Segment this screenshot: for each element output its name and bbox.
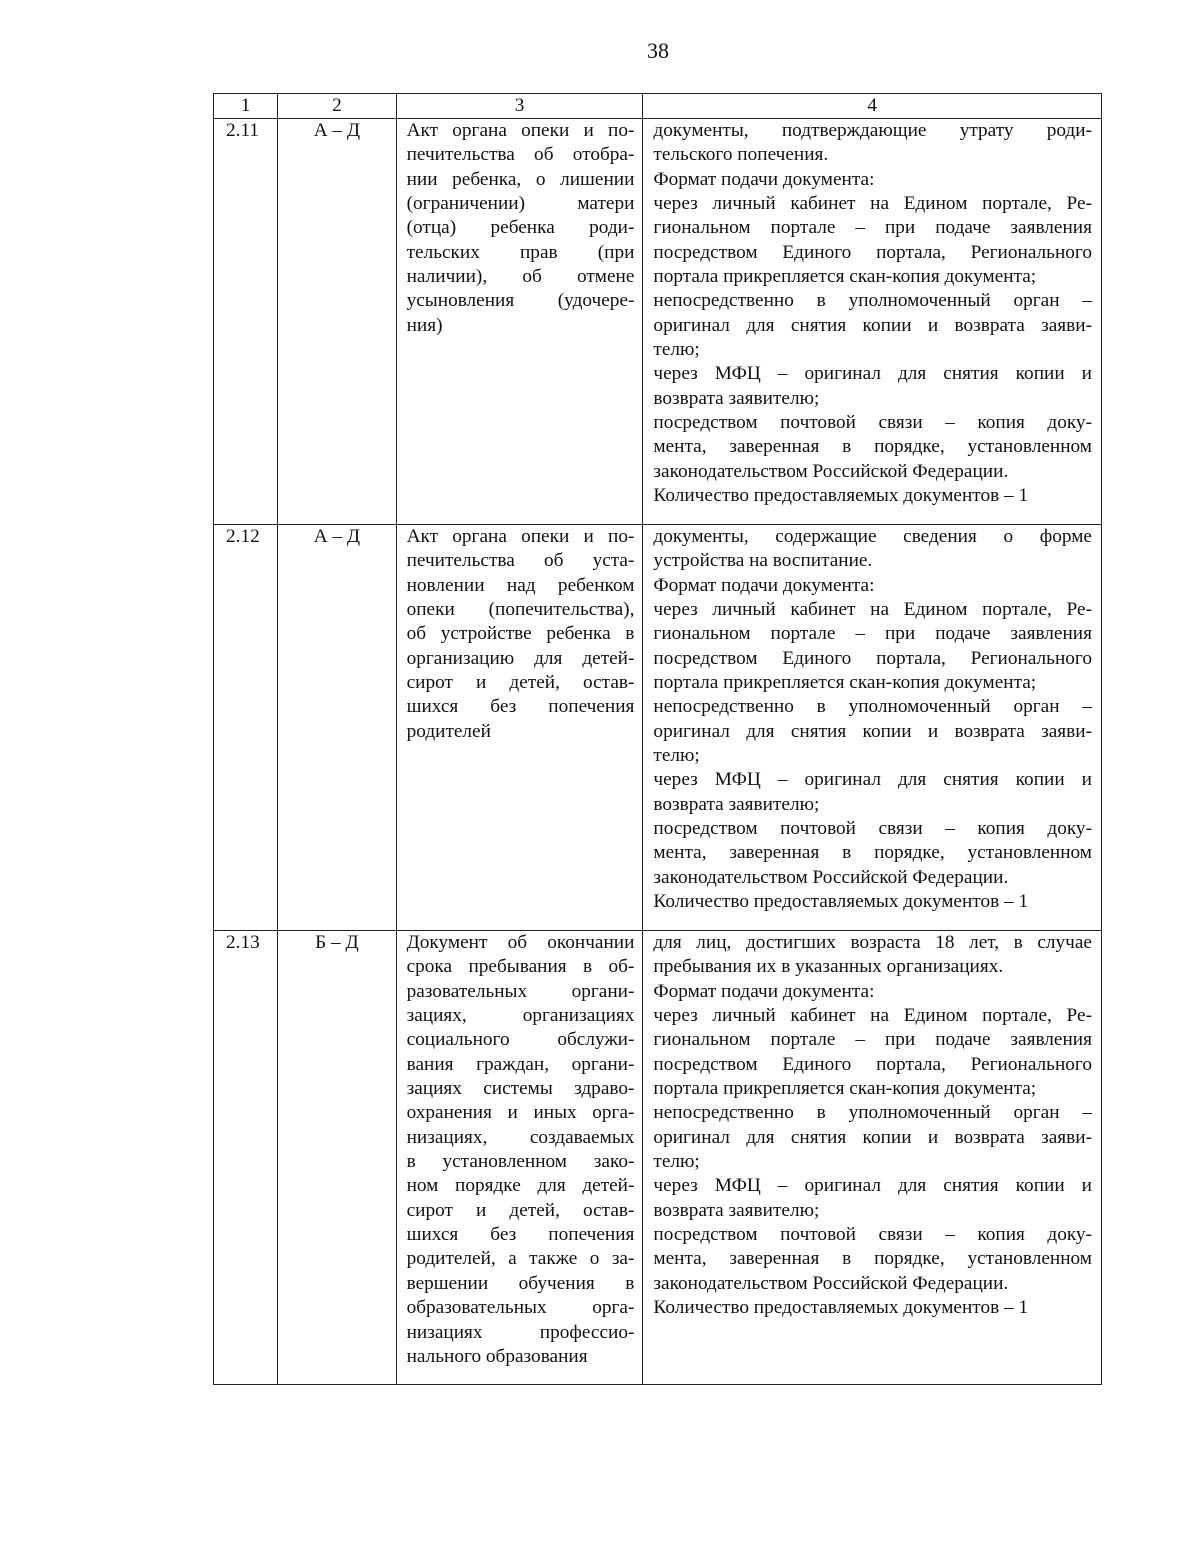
document-name-line: Документ об окончании	[406, 932, 635, 953]
submission-details-line: гиональном портале – при подаче заявления	[653, 1029, 1092, 1051]
header-col-3: 3	[396, 94, 643, 119]
document-name-line: образовательных орга-	[406, 1297, 635, 1319]
document-name-line: вершении обучения в	[406, 1272, 635, 1294]
submission-details-line: оригинал для снятия копии и возврата заяви-	[653, 720, 1092, 742]
submission-details-line: через личный кабинет на Едином портале, Ре-	[653, 599, 1092, 621]
submission-details-line: для лиц, достигших возраста 18 лет, в случае	[653, 932, 1092, 953]
submission-details-line: мента, заверенная в порядке, установленном	[653, 1248, 1092, 1270]
submission-details-line: телю;	[653, 339, 700, 361]
submission-details-line: через МФЦ – оригинал для снятия копии и	[653, 363, 1092, 385]
document-name-line: в установленном зако-	[406, 1151, 635, 1173]
document-name-line: Акт органа опеки и по-	[406, 120, 635, 141]
category-code-cell: Б – Д	[278, 931, 396, 1385]
submission-details-line: Формат подачи документа:	[653, 980, 875, 1002]
document-name-line: тельских прав (при	[406, 241, 635, 263]
submission-details-line: телю;	[653, 1151, 700, 1173]
submission-details-line: посредством почтовой связи – копия доку-	[653, 412, 1092, 434]
document-name-line: социального обслужи-	[406, 1029, 635, 1051]
submission-details-line: непосредственно в уполномоченный орган –	[653, 1102, 1092, 1124]
document-name-line: Акт органа опеки и по-	[406, 526, 635, 547]
document-name-line: наличии), об отмене	[406, 266, 635, 288]
submission-details-line: непосредственно в уполномоченный орган –	[653, 696, 1092, 718]
submission-details-line: тельского попечения.	[653, 144, 829, 166]
document-name-cell	[396, 119, 643, 525]
category-code-cell: А – Д	[278, 119, 396, 525]
documents-table	[213, 93, 1102, 1385]
document-name-line: нии ребенка, о лишении	[406, 168, 635, 190]
document-name-line: печительства об отобра-	[406, 144, 635, 166]
document-name-line: организацию для детей-	[406, 647, 635, 669]
document-name-line: сирот и детей, остав-	[406, 1199, 635, 1221]
submission-details-line: посредством Единого портала, Регионального	[653, 647, 1092, 669]
table-row	[214, 525, 1102, 931]
table-row	[214, 119, 1102, 525]
submission-details-line: возврата заявителю;	[653, 1199, 820, 1221]
document-name-line: (ограничении) матери	[406, 193, 635, 215]
submission-details-line: устройства на воспитание.	[653, 550, 873, 572]
document-name-line: низациях, создаваемых	[406, 1126, 635, 1148]
submission-details-line: Формат подачи документа:	[653, 574, 875, 596]
submission-details-line: гиональном портале – при подаче заявления	[653, 217, 1092, 239]
document-name-line: родителей	[406, 720, 491, 742]
submission-details-line: законодательством Российской Федерации.	[653, 1272, 1009, 1294]
document-name-line: усыновления (удочере-	[406, 290, 635, 312]
document-name-line: сирот и детей, остав-	[406, 672, 635, 694]
submission-details-line: посредством Единого портала, Регионального	[653, 241, 1092, 263]
document-name-line: низациях профессио-	[406, 1321, 635, 1343]
document-name-line: шихся без попечения	[406, 1224, 635, 1246]
submission-details-line: мента, заверенная в порядке, установленном	[653, 436, 1092, 458]
page-number: 38	[647, 38, 669, 63]
header-col-1: 1	[214, 94, 278, 119]
document-name-line: вания граждан, органи-	[406, 1053, 635, 1075]
document-name-line: зациях системы здраво-	[406, 1078, 635, 1100]
submission-details-line: Количество предоставляемых документов – 1	[653, 1297, 1029, 1319]
submission-details-line: посредством почтовой связи – копия доку-	[653, 818, 1092, 840]
document-name-line: разовательных органи-	[406, 980, 635, 1002]
submission-details-cell	[643, 525, 1102, 931]
header-col-4: 4	[643, 94, 1102, 119]
table-header-row	[214, 94, 1102, 119]
submission-details-line: через МФЦ – оригинал для снятия копии и	[653, 1175, 1092, 1197]
document-name-cell	[396, 525, 643, 931]
document-name-line: новлении над ребенком	[406, 574, 635, 596]
row-number-cell: 2.11	[214, 119, 278, 525]
document-name-line: шихся без попечения	[406, 696, 635, 718]
category-code-cell: А – Д	[278, 525, 396, 931]
submission-details-line: через МФЦ – оригинал для снятия копии и	[653, 769, 1092, 791]
submission-details-line: Формат подачи документа:	[653, 168, 875, 190]
submission-details-line: Количество предоставляемых документов – 1	[653, 485, 1029, 507]
submission-details-line: документы, содержащие сведения о форме	[653, 526, 1092, 547]
submission-details-line: оригинал для снятия копии и возврата заяви-	[653, 314, 1092, 336]
submission-details-line: пребывания их в указанных организациях.	[653, 956, 1004, 978]
document-name-line: срока пребывания в об-	[406, 956, 635, 978]
row-number-cell: 2.13	[214, 931, 278, 1385]
document-name-line: ния)	[406, 314, 443, 336]
document-name-line: охранения и иных орга-	[406, 1102, 635, 1124]
submission-details-line: законодательством Российской Федерации.	[653, 866, 1009, 888]
submission-details-line: возврата заявителю;	[653, 793, 820, 815]
submission-details-line: телю;	[653, 745, 700, 767]
header-col-2: 2	[278, 94, 396, 119]
document-name-line: родителей, а также о за-	[406, 1248, 635, 1270]
submission-details-line: посредством почтовой связи – копия доку-	[653, 1224, 1092, 1246]
document-name-line: ном порядке для детей-	[406, 1175, 635, 1197]
document-name-line: об устройстве ребенка в	[406, 623, 635, 645]
document-name-line: (отца) ребенка роди-	[406, 217, 635, 239]
submission-details-line: Количество предоставляемых документов – 1	[653, 891, 1029, 913]
submission-details-line: документы, подтверждающие утрату роди-	[653, 120, 1092, 141]
document-name-line: печительства об уста-	[406, 550, 635, 572]
submission-details-cell	[643, 931, 1102, 1385]
submission-details-line: через личный кабинет на Едином портале, Ре-	[653, 193, 1092, 215]
submission-details-line: портала прикрепляется скан-копия документа;	[653, 266, 1037, 288]
document-name-line: нального образования	[406, 1345, 588, 1367]
submission-details-line: мента, заверенная в порядке, установленном	[653, 842, 1092, 864]
submission-details-line: через личный кабинет на Едином портале, Ре-	[653, 1005, 1092, 1027]
document-name-line: опеки (попечительства),	[406, 599, 635, 621]
submission-details-line: посредством Единого портала, Регионального	[653, 1053, 1092, 1075]
submission-details-line: гиональном портале – при подаче заявления	[653, 623, 1092, 645]
submission-details-line: возврата заявителю;	[653, 387, 820, 409]
document-name-cell	[396, 931, 643, 1385]
document-name-line: зациях, организациях	[406, 1005, 635, 1027]
submission-details-line: портала прикрепляется скан-копия документа;	[653, 1078, 1037, 1100]
submission-details-cell	[643, 119, 1102, 525]
submission-details-line: законодательством Российской Федерации.	[653, 460, 1009, 482]
submission-details-line: портала прикрепляется скан-копия документа;	[653, 672, 1037, 694]
submission-details-line: оригинал для снятия копии и возврата заяви-	[653, 1126, 1092, 1148]
table-row	[214, 931, 1102, 1385]
row-number-cell: 2.12	[214, 525, 278, 931]
submission-details-line: непосредственно в уполномоченный орган –	[653, 290, 1092, 312]
